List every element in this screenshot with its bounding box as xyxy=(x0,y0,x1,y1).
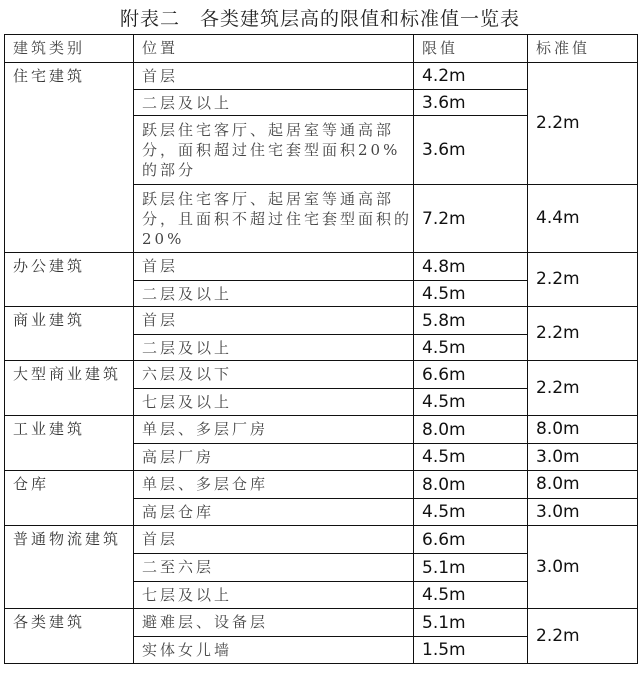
position-cell: 七层及以上 xyxy=(134,389,414,416)
position-cell: 跃层住宅客厅、起居室等通高部分，且面积不超过住宅套型面积的20% xyxy=(134,185,414,253)
position-cell: 单层、多层仓库 xyxy=(134,471,414,499)
limit-cell: 5.1m xyxy=(414,554,528,582)
limit-cell: 4.2m xyxy=(414,63,528,90)
position-cell: 二至六层 xyxy=(134,554,414,582)
standard-cell: 2.2m xyxy=(528,253,638,307)
header-standard: 标准值 xyxy=(528,35,638,63)
position-cell: 首层 xyxy=(134,307,414,335)
limit-cell: 5.1m xyxy=(414,609,528,637)
standard-cell: 2.2m xyxy=(528,63,638,185)
table-row xyxy=(5,526,638,554)
category-cell: 住宅建筑 xyxy=(5,63,134,253)
limit-cell: 4.8m xyxy=(414,253,528,281)
limit-cell: 1.5m xyxy=(414,637,528,664)
category-cell: 仓库 xyxy=(5,471,134,526)
position-cell: 避难层、设备层 xyxy=(134,609,414,637)
category-cell: 办公建筑 xyxy=(5,253,134,307)
table-row xyxy=(5,253,638,281)
category-cell: 各类建筑 xyxy=(5,609,134,664)
standard-cell: 3.0m xyxy=(528,499,638,526)
position-cell: 六层及以下 xyxy=(134,361,414,389)
position-cell: 单层、多层厂房 xyxy=(134,416,414,444)
limit-cell: 4.5m xyxy=(414,389,528,416)
limit-cell: 7.2m xyxy=(414,185,528,253)
header-limit: 限值 xyxy=(414,35,528,63)
limit-cell: 4.5m xyxy=(414,499,528,526)
table-row xyxy=(5,471,638,499)
position-cell: 二层及以上 xyxy=(134,90,414,116)
standard-cell: 4.4m xyxy=(528,185,638,253)
limit-cell: 6.6m xyxy=(414,526,528,554)
position-cell: 七层及以上 xyxy=(134,582,414,609)
limit-cell: 6.6m xyxy=(414,361,528,389)
limit-cell: 3.6m xyxy=(414,116,528,185)
limit-cell: 8.0m xyxy=(414,471,528,499)
category-cell: 工业建筑 xyxy=(5,416,134,471)
table-row xyxy=(5,609,638,637)
position-cell: 首层 xyxy=(134,253,414,281)
limit-cell: 8.0m xyxy=(414,416,528,444)
standard-cell: 2.2m xyxy=(528,609,638,664)
position-cell: 二层及以上 xyxy=(134,281,414,307)
standard-cell: 8.0m xyxy=(528,416,638,444)
limit-cell: 5.8m xyxy=(414,307,528,335)
table-row xyxy=(5,416,638,444)
limit-cell: 4.5m xyxy=(414,444,528,471)
category-cell: 商业建筑 xyxy=(5,307,134,361)
table-row xyxy=(5,63,638,90)
position-cell: 首层 xyxy=(134,63,414,90)
header-position: 位置 xyxy=(134,35,414,63)
table-row xyxy=(5,307,638,335)
position-cell: 高层仓库 xyxy=(134,499,414,526)
standard-cell: 8.0m xyxy=(528,471,638,499)
position-cell: 实体女儿墙 xyxy=(134,637,414,664)
standard-cell: 3.0m xyxy=(528,526,638,609)
limit-cell: 4.5m xyxy=(414,582,528,609)
standard-cell: 2.2m xyxy=(528,361,638,416)
position-cell: 首层 xyxy=(134,526,414,554)
header-category: 建筑类别 xyxy=(5,35,134,63)
table-title: 附表二 各类建筑层高的限值和标准值一览表 xyxy=(119,8,520,30)
building-height-table xyxy=(4,34,638,664)
limit-cell: 4.5m xyxy=(414,281,528,307)
limit-cell: 4.5m xyxy=(414,335,528,361)
table-row xyxy=(5,361,638,389)
category-cell: 普通物流建筑 xyxy=(5,526,134,609)
header-row xyxy=(5,35,638,63)
category-cell: 大型商业建筑 xyxy=(5,361,134,416)
standard-cell: 3.0m xyxy=(528,444,638,471)
position-cell: 跃层住宅客厅、起居室等通高部分，面积超过住宅套型面积20%的部分 xyxy=(134,116,414,185)
position-cell: 二层及以上 xyxy=(134,335,414,361)
position-cell: 高层厂房 xyxy=(134,444,414,471)
limit-cell: 3.6m xyxy=(414,90,528,116)
standard-cell: 2.2m xyxy=(528,307,638,361)
